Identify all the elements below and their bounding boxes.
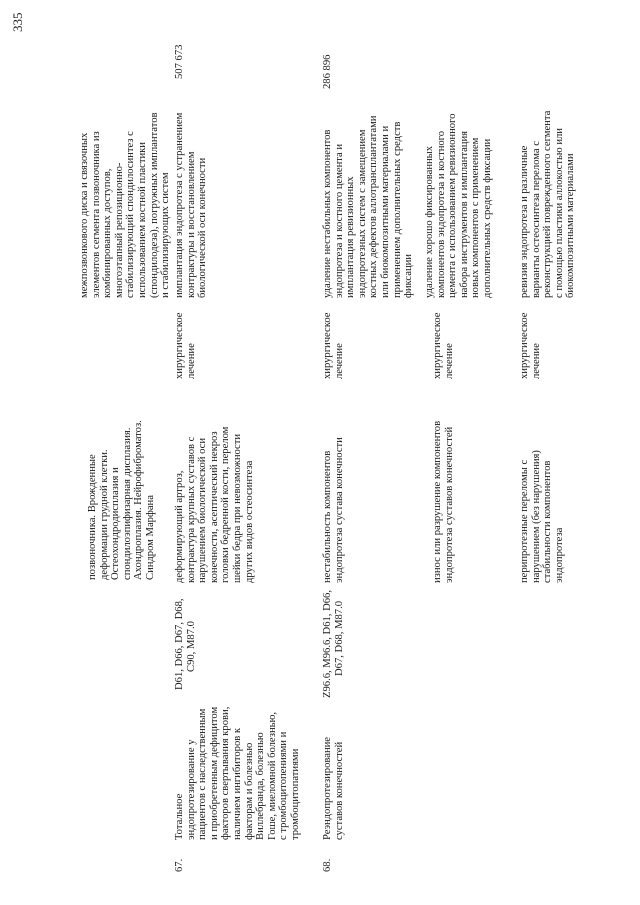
text-line: лечение xyxy=(185,343,197,379)
text-line: лечение xyxy=(333,343,345,379)
text-line: с тромбоцитопениями и xyxy=(278,731,290,840)
text-line: факторов свертывания крови, xyxy=(220,706,232,840)
row-68-sub-2-method xyxy=(424,114,494,298)
text-line: биокомпозитными материалами xyxy=(565,153,577,298)
text-line: эндопротеза и костного цемента и xyxy=(333,143,345,298)
text-line: эндопротеза суставов конечностей xyxy=(443,426,455,583)
text-line: Реэндопротезирование xyxy=(322,737,333,840)
text-line: использованием костной пластики xyxy=(136,142,148,298)
row-68-sub-1-model xyxy=(322,437,345,583)
text-line: ревизия эндопротеза и различные xyxy=(519,145,530,298)
row-67-number: 67. xyxy=(174,858,185,872)
text-line: эндопротеза xyxy=(553,527,565,583)
text-line: эндопротезирование у xyxy=(185,739,197,840)
text-line: имплантация эндопротеза с устранением xyxy=(174,112,185,298)
text-line: C90, M87.0 xyxy=(185,621,197,672)
text-line: варианты остеосинтеза перелома с xyxy=(530,141,542,298)
row-68-cost: 286 896 xyxy=(322,54,333,89)
continued-method-cell xyxy=(79,113,172,299)
text-line: и приобретенным дефицитом xyxy=(208,706,220,840)
text-line: цемента с использованием ревизионного xyxy=(447,113,459,298)
row-68-icd-cell xyxy=(322,590,345,698)
page-number: 335 xyxy=(10,12,25,32)
text-line: удаление нестабильных компонентов xyxy=(322,129,333,298)
row-67-method-cell xyxy=(174,113,209,298)
text-line: новых компонентов с применением xyxy=(470,137,482,298)
text-line: позвоночника. Врожденные xyxy=(87,454,98,580)
text-line: наличием ингибиторов к xyxy=(231,727,243,840)
text-line: (спондилодеза), погружных имплантатов xyxy=(148,112,160,298)
text-line: суставов конечностей xyxy=(333,741,345,840)
text-line: костных дефектов аллотрансплантатами xyxy=(368,115,380,298)
text-line: компонентов эндопротеза и костного xyxy=(435,130,447,298)
text-line: эндопротеза сустава конечности xyxy=(333,437,345,583)
text-line: или биокомпозитными материалами и xyxy=(379,125,391,298)
text-line: лечение xyxy=(530,343,542,379)
text-line: и стабилизирующих систем xyxy=(160,172,172,298)
text-line: пациентов с наследственным xyxy=(197,708,209,840)
text-line: имплантация ревизионных xyxy=(345,176,357,298)
text-line: с помощью пластики аллокостью или xyxy=(553,128,565,298)
text-line: тромбоцитопатиями xyxy=(289,748,301,840)
row-67-icd-cell xyxy=(174,598,197,690)
text-line: хирургическое xyxy=(432,312,443,379)
text-line: удаление хорошо фиксированных xyxy=(424,145,435,298)
text-line: межпозвонкового диска и связочных xyxy=(79,132,90,298)
row-68-number: 68. xyxy=(322,858,333,872)
text-line: Виллебранда, болезнью xyxy=(255,732,267,840)
text-line: D67, D68, M87.0 xyxy=(333,600,345,676)
row-67-treatment-cell xyxy=(174,313,197,379)
text-line: стабилизирующий спондилосинтез с xyxy=(125,131,137,298)
text-line: лечение xyxy=(443,343,455,379)
text-line: контрактура крупных суставов с xyxy=(185,436,197,583)
row-68-sub-2-treatment xyxy=(432,313,455,379)
row-68-sub-3-model xyxy=(519,450,565,583)
text-line: Тотальное xyxy=(174,793,185,840)
text-line: спондилоэпифизарная дисплазия. xyxy=(121,427,133,580)
text-line: конечности, асептический некроз xyxy=(208,431,220,583)
continued-model-cell xyxy=(87,420,157,580)
text-line: элементов сегмента позвоночника из xyxy=(90,131,102,298)
text-line: хирургическое xyxy=(519,312,530,379)
text-line: других видов остеосинтеза xyxy=(243,460,255,583)
text-line: реконструкцией поврежденного сегмента xyxy=(542,110,554,298)
text-line: стабильности компонентов xyxy=(542,460,554,583)
text-line: Гоше, миеломной болезнью, xyxy=(266,711,278,840)
text-line: нарушением биологической оси xyxy=(197,437,209,583)
row-68-sub-3-treatment xyxy=(519,313,542,379)
row-68-sub-1-treatment xyxy=(322,313,345,379)
text-line: многоэтапный репозиционно- xyxy=(113,162,125,298)
text-line: фиксации xyxy=(403,254,415,298)
row-67-cost: 507 673 xyxy=(174,44,185,79)
text-line: деформации грудной клетки. xyxy=(98,449,110,580)
text-line: перипротезные переломы с xyxy=(519,459,530,583)
text-line: D61, D66, D67, D68, xyxy=(174,598,185,690)
text-line: Остеохондродисплазия и xyxy=(110,467,122,580)
text-line: набора инструментов и имплантация xyxy=(458,130,470,298)
text-line: применением дополнительных средств xyxy=(391,121,403,298)
text-line: биологической оси конечности xyxy=(197,157,209,298)
row-67-group-cell xyxy=(174,707,302,840)
text-line: деформирующий артроз, xyxy=(174,470,185,583)
text-line: шейки бедра при невозможности xyxy=(231,433,243,583)
text-line: дополнительных средств фиксации xyxy=(481,138,493,298)
text-line: головки бедренной кости, перелом xyxy=(220,426,232,583)
text-line: хирургическое xyxy=(322,312,333,379)
text-line: Z96.6, M96.6, D61, D66, xyxy=(322,590,333,698)
text-line: контрактуры и восстановлением xyxy=(185,151,197,298)
row-68-group-cell xyxy=(322,737,345,840)
text-line: износ или разрушение компонентов xyxy=(432,420,443,583)
text-line: эндопротезных систем с замещением xyxy=(356,129,368,298)
text-line: Синдром Марфана xyxy=(144,495,156,580)
text-line: факторам и болезнью xyxy=(243,742,255,840)
row-67-model-cell xyxy=(174,427,255,583)
row-68-sub-2-model xyxy=(432,421,455,583)
row-68-sub-1-method xyxy=(322,116,415,298)
text-line: Ахондроплазия. Нейрофиброматоз. xyxy=(133,420,145,580)
text-line: хирургическое xyxy=(174,312,185,379)
text-line: нарушением (без нарушения) xyxy=(530,450,542,583)
text-line: нестабильность компонентов xyxy=(322,450,333,583)
text-line: комбинированных доступов, xyxy=(102,168,114,298)
row-68-sub-3-method xyxy=(519,111,577,298)
